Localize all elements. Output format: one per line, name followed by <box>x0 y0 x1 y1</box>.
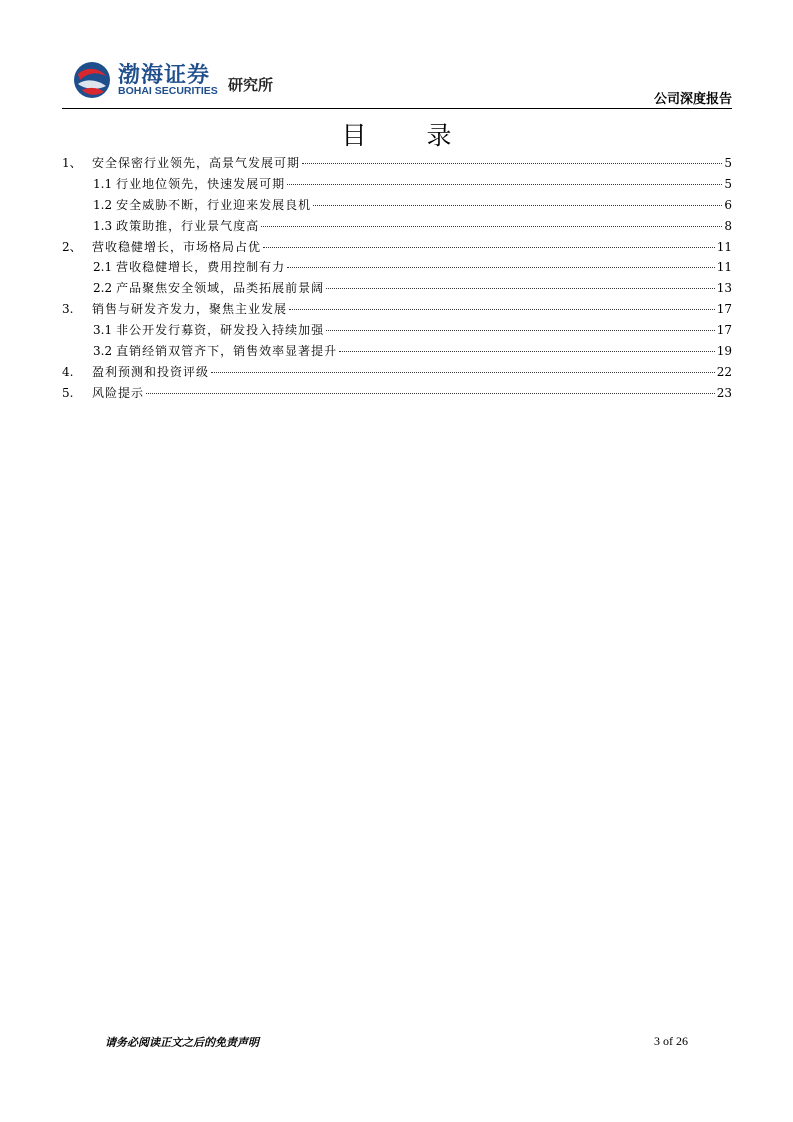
toc-entry-page: 19 <box>716 344 732 359</box>
logo-chinese-name: 渤海证券 <box>118 63 211 88</box>
toc-entry-page: 11 <box>716 260 732 275</box>
footer-page-number: 3 of 26 <box>654 1034 688 1048</box>
toc-entry[interactable] <box>62 321 732 342</box>
toc-entry-number: 3.2 <box>93 344 113 359</box>
toc-entry-title: 直销经销双管齐下，销售效率显著提升 <box>116 344 338 359</box>
toc-leader-dots <box>146 393 715 394</box>
footer-disclaimer: 请务必阅读正文之后的免责声明 <box>105 1036 259 1049</box>
toc-entry-page: 5 <box>724 156 732 170</box>
toc-leader-dots <box>289 309 715 310</box>
toc-entry[interactable] <box>62 300 732 321</box>
toc-entry[interactable] <box>62 238 732 259</box>
company-logo <box>72 56 292 102</box>
toc-entry[interactable] <box>62 175 732 196</box>
page-header <box>62 52 732 108</box>
toc-leader-dots <box>326 330 715 331</box>
toc-entry-page: 11 <box>716 239 732 254</box>
logo-english-name: BOHAI SECURITIES <box>118 85 218 97</box>
institute-label: 研究所 <box>228 76 274 94</box>
toc-entry-number: 3. <box>62 302 74 317</box>
toc-entry-title: 行业地位领先，快速发展可期 <box>116 176 286 191</box>
toc-entry[interactable] <box>62 258 732 279</box>
toc-entry[interactable] <box>62 154 732 175</box>
toc-entry-number: 3.1 <box>93 323 113 338</box>
toc-entry[interactable] <box>62 384 732 405</box>
table-of-contents <box>62 154 732 405</box>
toc-entry-number: 5. <box>62 385 74 400</box>
toc-entry-page: 13 <box>716 281 732 296</box>
toc-leader-dots <box>302 163 722 164</box>
header-divider <box>62 108 732 109</box>
toc-entry-number: 1、 <box>62 156 82 170</box>
toc-entry[interactable] <box>62 196 732 217</box>
toc-entry-title: 风险提示 <box>92 385 145 400</box>
toc-leader-dots <box>211 372 715 373</box>
toc-entry[interactable] <box>62 279 732 300</box>
toc-entry-page: 8 <box>724 218 732 233</box>
toc-leader-dots <box>313 205 722 206</box>
toc-entry[interactable] <box>62 342 732 363</box>
toc-entry[interactable] <box>62 217 732 238</box>
toc-entry-title: 非公开发行募资，研发投入持续加强 <box>116 323 325 338</box>
toc-entry-page: 5 <box>724 176 732 191</box>
toc-entry-title: 销售与研发齐发力，聚焦主业发展 <box>92 302 288 317</box>
toc-title: 目 录 <box>341 121 478 150</box>
toc-leader-dots <box>287 184 722 185</box>
toc-leader-dots <box>339 351 715 352</box>
toc-entry-title: 产品聚焦安全领域，品类拓展前景阔 <box>116 281 325 296</box>
toc-entry-number: 1.2 <box>93 197 113 212</box>
toc-entry-number: 2.2 <box>93 281 113 296</box>
toc-entry-page: 22 <box>716 364 732 379</box>
toc-leader-dots <box>326 288 715 289</box>
toc-entry-title: 政策助推，行业景气度高 <box>116 218 260 233</box>
toc-leader-dots <box>287 267 715 268</box>
toc-entry-title: 营收稳健增长，市场格局占优 <box>92 239 262 254</box>
toc-entry-title: 盈利预测和投资评级 <box>92 364 210 379</box>
report-type-label: 公司深度报告 <box>653 92 732 107</box>
toc-entry-number: 2.1 <box>93 260 113 275</box>
toc-entry-number: 2、 <box>62 239 82 254</box>
toc-entry-page: 6 <box>724 197 732 212</box>
toc-entry-number: 1.1 <box>93 176 113 191</box>
toc-entry-number: 1.3 <box>93 218 113 233</box>
toc-entry-page: 17 <box>716 302 732 317</box>
bohai-logo-icon <box>72 60 112 100</box>
toc-entry[interactable] <box>62 363 732 384</box>
toc-entry-page: 23 <box>716 385 732 400</box>
toc-entry-page: 17 <box>716 323 732 338</box>
toc-entry-title: 营收稳健增长，费用控制有力 <box>116 260 286 275</box>
toc-leader-dots <box>263 247 715 248</box>
toc-entry-title: 安全保密行业领先，高景气发展可期 <box>92 156 301 170</box>
toc-entry-number: 4. <box>62 364 74 379</box>
toc-leader-dots <box>261 226 722 227</box>
toc-entry-title: 安全威胁不断，行业迎来发展良机 <box>116 197 312 212</box>
